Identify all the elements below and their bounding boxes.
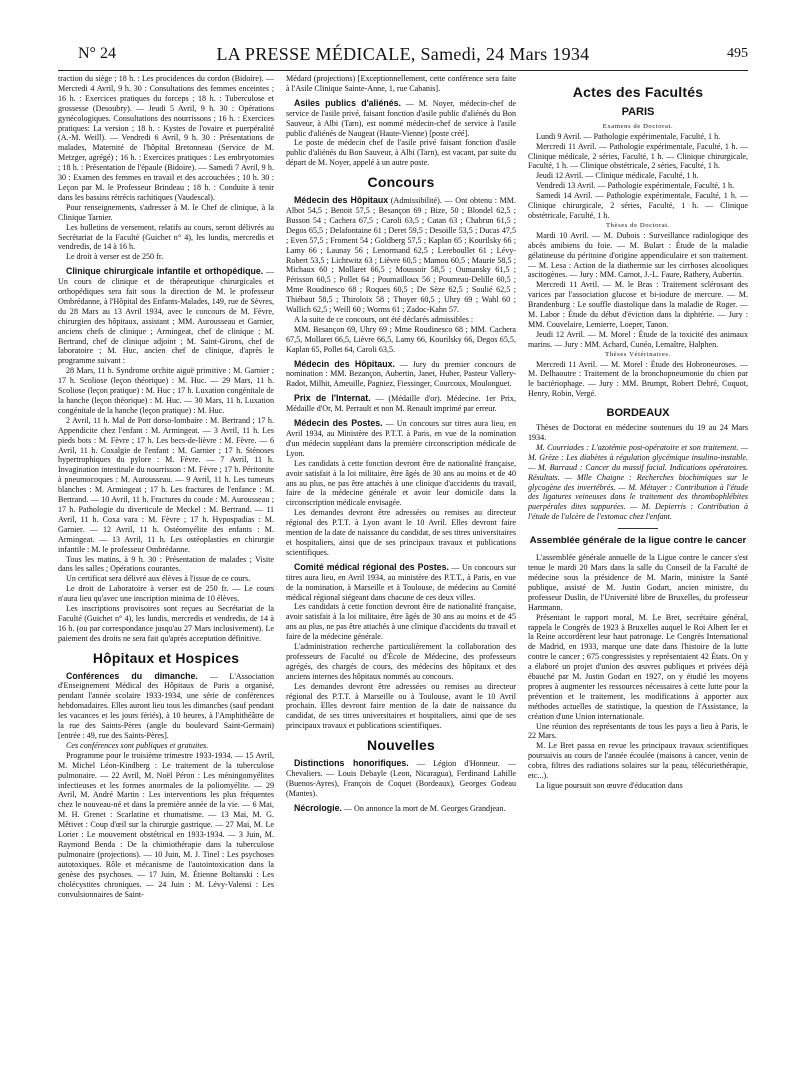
paragraph: M. Le Bret passa en revue les principaux travaux scientifiques poursuivis au cours de l'année écoulée (maisons à cancer, venin de cobra, filtres des radiations solaires sur la peau, télécuriethérapie, etc...).: [528, 741, 748, 781]
paragraph: Le droit à verser est de 250 fr.: [66, 252, 164, 262]
paragraph: Tous les matins, à 9 h. 30 : Présentation de malades ; Visite dans les salles ; Opérations courantes.: [58, 554, 274, 574]
section-paragraph: Nécrologie. — On annonce la mort de M. Georges Grandjean.: [294, 802, 506, 813]
section-title: Comité médical régional des Postes.: [294, 561, 449, 572]
section-paragraph: Médecin des Postes. — Un concours sur titres aura lieu, en Avril 1934, au Ministère des P.T.T. à Paris, en vue de la nomination d'un médecin suppléant dans la première circonscription médicale de Lyon.: [286, 418, 516, 458]
subsection-label: Examens de Doctorat.: [602, 122, 674, 130]
section-title: Prix de l'Internat.: [294, 393, 371, 404]
paragraph: L'assemblée générale annuelle de la Ligue contre le cancer s'est tenue le mardi 20 Mars dans la salle du Conseil de la Faculté de médecine sous la présidence de M. Marin, ministre la Santé publique, assisté de M. Justin Godart, ancien ministre, du professeur Duslin, de l'Université libre de Bruxelles, du professeur Hartmann.: [528, 553, 748, 612]
section-title: Médecin des Hôpitaux.: [294, 358, 395, 369]
section-heading: Nouvelles: [367, 737, 435, 754]
paragraph: Médard (projections) [Exceptionnellement, cette conférence sera faite à l'Asile Clinique Sainte-Anne, 1, rue Cabanis].: [286, 74, 516, 93]
city-heading: BORDEAUX: [606, 407, 670, 420]
subsection-label: Thèses de Doctorat.: [606, 221, 670, 229]
paragraph: L'administration recherche particulièrement la collaboration des professeurs de Faculté ou d'École de Médecine, des professeurs agrégés, des chargés de cours, des médecins des hôpitaux et des anciens internes des hôpitaux nommés au concours.: [286, 642, 516, 681]
paragraph: Mardi 10 Avril. — M. Dubois : Surveillance radiologique des abcès amibiens du foie. — M. Bulart : Étude de la maladie gélatineuse du péritoine d'origine appendiculaire et son traitement. — M. Lesa : Action de la diathermie sur les cirrhoses alcooliques ascitogènes. — Jury : MM. Carnot, J.-L. Faure, Rathery, Aubertin.: [528, 230, 748, 280]
paragraph: Les candidats à cette fonction devront être de nationalité française, avoir satisfait à la loi militaire, être âgés de 30 ans au moins et de 45 ans au plus, ne pas être attachés à une clinique d'accidents du travail et faire de la médecine générale.: [286, 602, 516, 642]
page-number: 495: [727, 46, 748, 61]
section-paragraph: Distinctions honorifiques. — Légion d'Honneur. — Chevaliers. — Louis Debayle (Leon, Nicaragua), Ferdinand Lahille (Buenos-Ayres), François de Coquet (Bordeaux), Georges Godeau (Mantes).: [286, 758, 517, 798]
paragraph: Vendredi 13 Avril. — Pathologie expérimentale, Faculté, 1 h.: [536, 181, 735, 191]
column-right: [528, 74, 748, 791]
paragraph: M. Courriades : L'azotémie post-opératoire et son traitement. — M. Grèze : Les diabètes à régulation glycémique insulino-instable. — M. Barraud : Cancer du massif facial. Indications opératoires. Résultats. — Mlle Chaigne : Recherches biochimiques sur le glycogène des invertébrés. — M. Métayer : Contribution à l'étude des ligatures veineuses dans le traitement des thrombophlébites puerpérales dites suppurées. — M. Depierris : Contribution à l'étude de l'ulcère de l'estomac chez l'enfant.: [528, 442, 748, 522]
page-header: [58, 44, 748, 71]
paragraph: Les bulletins de versement, relatifs au cours, seront délivrés au Secrétariat de la Faculté (Guichet n° 4), les lundis, mercredis et vendredis, de 14 à 16 h.: [58, 222, 274, 252]
paragraph: Jeudi 12 Avril. — M. Morel : Étude de la toxicité des animaux marins. — Jury : MM. Achard, Cunéo, Lemaître, Halphen.: [528, 329, 748, 349]
paragraph: La ligue poursuit son œuvre d'éducation dans: [536, 781, 683, 790]
paragraph: Le droit de Laboratoire à verser est de 250 fr. — Le cours n'aura lieu qu'avec une inscription minima de 10 élèves.: [58, 584, 274, 604]
section-heading: Concours: [367, 174, 435, 191]
section-paragraph: Médecin des Hôpitaux. — Jury du premier concours de nomination : MM. Bezançon, Aubertin, Janet, Huber, Pasteur Vallery-Radot, Milhit, Ameuille, Pagniez, Fiessinger, Courcoux, Moulonguet.: [286, 358, 516, 389]
section-heading: Actes des Facultés: [572, 84, 704, 100]
paragraph: Les demandes devront être adressées ou remises au directeur régional des P.T.T. à Lyon avant le 10 Avril. Elles devront faire mention de la date de naissance du candidat, de ses titres universitaires et hospitaliers, ainsi que de ses principaux travaux et publications scientifiques.: [286, 508, 516, 557]
paragraph: Mercredi 11 Avril. — Pathologie expérimentale, Faculté, 1 h. — Clinique médicale, 2 séries, Faculté, 1 h. — Clinique chirurgicale, Faculté, 1 h. — Clinique obstétricale, 2 séries, Faculté, 1 h.: [528, 141, 748, 171]
section-title: Clinique chirurgicale infantile et orthopédique.: [66, 266, 264, 277]
paragraph: Présentant le rapport moral, M. Le Bret, secrétaire général, rappela le Congrès de 1923 à Bruxelles auquel le Roi Albert Ier et la Reine accordèrent leur haut patronage. Le Congrès International de Madrid, en 1933, marque une date dans l'histoire de la lutte contre le cancer ; 675 congressistes y représentaient 42 États. On y a élaboré un projet d'union des œuvres publiques et privées déjà ébauché par M. Justin Godart en 1927, on y étudié les moyens propres à augmenter les ressources nécessaires à cette lutte pour la prévention et le traitement, les modifications à apporter aux méthodes actuelles de statistique, la question de l'Assistance, la création d'une Union internationale.: [528, 612, 748, 721]
issue-number: N° 24: [78, 45, 116, 62]
subsection-label: Thèses Vétérinaires.: [605, 350, 671, 358]
column-left: [58, 74, 274, 899]
paragraph: Les demandes devront être adressées ou remises au directeur régional des P.T.T. à Marseille ou à Toulouse, avant le 10 Avril prochain. Elles devront faire mention de la date de naissance du candidat, de ses titres universitaires et hospitaliers, ainsi que de ses principaux travaux et publications scientifiques.: [286, 681, 516, 731]
city-heading: PARIS: [621, 105, 655, 118]
paragraph: A la suite de ce concours, ont été déclarés admissibles :: [294, 314, 474, 324]
section-paragraph: Clinique chirurgicale infantile et orthopédique. — Un cours de clinique et de thérapeutique chirurgicales et orthopédiques sera fait sous la direction de M. le professeur Ombrédanne, à l'Hôpital des Enfants-Malades, 149, rue de Sèvres, du 28 Mars au 13 Avril 1934, avec le concours de M. Fèvre, chirurgien des hôpitaux, assistant ; MM. Aurousseau et Garnier, anciens chefs de clinique ; Armingeat, chef de clinique ; M. Bertrand, chef de clinique adjoint ; M. Saint-Girons, chef de laboratoire ; M. Huc, ancien chef de clinique, d'après le programme suivant :: [58, 266, 274, 366]
section-paragraph: Prix de l'Internat. — (Médaille d'or). Médecine. 1er Prix, Médaille d'Or, M. Perrault et non M. Renault imprimé par erreur.: [286, 393, 516, 414]
paragraph: Ces conférences sont publiques et gratuites.: [66, 740, 209, 750]
paragraph: Le poste de médecin chef de l'asile privé faisant fonction d'asile public d'aliénés du Bon Sauveur, à Albi (Tarn), est vacant, par suite du départ de M. Noyer, appelé à un autre poste.: [286, 138, 516, 168]
section-paragraph: Médecin des Hôpitaux (Admissibilité). — Ont obtenu : MM. Albot 54,5 ; Benoit 57,5 ; Besançon 69 ; Bize, 50 ; Blondel 62,5 ; Busson 54 ; Cachera 67,5 ; Caroli 63,5 ; Catan 63 ; Chabrun 61,5 ; Degos 65,5 ; Delafontaine 61 ; Deret 59,5 ; Desoille 53,5 ; Ducas 47,5 ; Even 57,5 ; Froment 54 ; Goldberg 57,5 ; Kaplan 65 ; Kourilsky 66 ; Lamy 66 ; Launay 56 ; Lenormand 62,5 ; Lereboullet 61 ; Lévy-Robert 53,5 ; Lichtwitz 63 ; Lièvre 60,5 ; Mamou 60,5 ; Maurie 58,5 ; Michaux 60 ; Mollaret 66,5 ; Moussoir 58,5 ; Oumansky 61,5 ; Périsson 60,5 ; Pollet 64 ; Poumailloux 56 ; Poumeau-Delille 60,5 ; Mme Roudinesco 68 ; Roques 60,5 ; De Sèze 62,5 ; Soulié 62,5 ; Thiébaut 58,5 ; Thiroloix 58 ; Thoyer 60,5 ; Uhry 69 ; Wahl 60 ; Wallich 62,5 ; Weill 60 ; Worms 61 ; Zadoc-Kahn 57.: [286, 195, 517, 315]
section-heading: Assemblée générale de la ligue contre le cancer: [529, 535, 747, 547]
paragraph: Thèses de Doctorat en médecine soutenues du 19 au 24 Mars 1934.: [528, 423, 748, 442]
paragraph: Une réunion des représentants de tous les pays a lieu à Paris, le 22 Mars.: [528, 721, 748, 741]
paragraph: 28 Mars, 11 h. Syndrome orchite aiguë primitive : M. Garnier ; 17 h. Scoliose (leçon théorique) : M. Huc. — 29 Mars, 11 h. Scoliose (leçon pratique) : M. Huc ; 17 h. Luxation congénitale de la hanche (leçon théorique) : M. Huc. — 30 Mars, 11 h. Luxation congénitale de la hanche (leçon pratique) : M. Huc.: [58, 366, 274, 415]
paragraph: 2 Avril, 11 h. Mal de Pott dorso-lombaire : M. Bertrand ; 17 h. Appendicite chez l'enfant : M. Armingeat. — 3 Avril, 11 h. Les pieds bots : M. Fèvre ; 17 h. Les becs-de-lièvre : M. Fèvre. — 6 Avril, 11 h. Coxalgie de l'enfant : M. Garnier ; 17 h. Sténoses hypertrophiques du pylore : M. Fèvre. — 7 Avril, 11 h. Invagination intestinale du nourrisson : M. Fèvre ; 17 h. Péritonite à pneumocoques : M. Aurousseau. — 9 Avril, 11 h. Les tumeurs blanches : M. Armingeat ; 17 h. Les fractures de l'enfance : M. Bertrand. — 10 Avril, 11 h. Fractures du coude : M. Aurousseau ; 17 h. Pathologie du diverticule de Meckel : M. Bertrand. — 11 Avril, 11 h. Coxa vara : M. Fèvre ; 17 h. Hypospadias : M. Garnier. — 12 Avril, 11 h. Ostéomyélite des enfants : M. Armingeat. — 13 Avril, 11 h. Les ostéoplasties en chirurgie infantile : M. le professeur Ombrédanne.: [58, 415, 274, 554]
paragraph: Jeudi 12 Avril. — Clinique médicale, Faculté, 1 h.: [536, 171, 699, 181]
paragraph: Pour renseignements, s'adresser à M. le Chef de clinique, à la Clinique Tarnier.: [58, 202, 274, 222]
paragraph: Les inscriptions provisoires sont reçues au Secrétariat de la Faculté (Guichet n° 4), les lundis, mercredis et vendredis, de 14 à 16 h. (ou par correspondance jusqu'au 27 Mars inclusivement). Le paiement des droits ne sera fait qu'après acceptation définitive.: [58, 604, 274, 643]
section-title: Distinctions honorifiques.: [294, 758, 409, 769]
separator-rule: [618, 528, 658, 529]
paragraph: MM. Besançon 69, Uhry 69 ; Mme Roudinesco 68 ; MM. Cachera 67,5, Mollaret 66,5, Lièvre 66,5, Lamy 66, Kourilsky 66, Degos 65,5, Kaplan 65, Pollet 64, Caroli 63,5.: [286, 324, 516, 354]
section-title: Conférences du dimanche.: [66, 670, 198, 681]
column-middle: [286, 74, 516, 814]
section-title: Nécrologie.: [294, 802, 342, 813]
paragraph: Mercredi 11 Avril. — M. Morel : Étude des Hobroneuroses. — M. Delhaoutre : Traitement de la bronchopneumonie du chien par le bactériophage. — Jury : MM. Brumpt, Robert Debré, Coquot, Henry, Robin, Vergé.: [528, 359, 748, 399]
section-title: Médecin des Postes.: [294, 418, 383, 429]
publication-title: LA PRESSE MÉDICALE, Samedi, 24 Mars 1934: [216, 44, 590, 64]
section-title: Médecin des Hôpitaux: [294, 195, 389, 206]
paragraph: Les candidats à cette fonction devront être de nationalité française, avoir satisfait à la loi militaire, être âgés de 30 ans au moins et de 40 ans au plus, ne pas être attachés à une clinique d'accidents du travail, faire de la médecine générale et avoir leur domicile dans la circonscription médicale envisagée.: [286, 458, 516, 508]
paragraph: traction du siège ; 18 h. : Les procidences du cordon (Bidoire). — Mercredi 4 Avril, 9 h. 30 : Consultations des femmes enceintes ; 16 h. : Exercices pratiques du forceps ; 18 h. : Tuberculose et grossesse (Desoubry). — Jeudi 5 Avril, 9 h. 30 : Opérations gynécologiques. Consultations des nourrissons ; 16 h. : Exercices pratiques: La version ; 18 h. : Kystes de l'ovaire et puerpéralité (A.-M. Weill). — Vendredi 6 Avril, 9 h. 30 : Présentations de malades, Maternité de l'hôpital Bretonneau (Service de M. Metzger, agrégé) ; 16 h. : Exercices pratiques : Les embryotomies ; 18 h. : Présentation de l'épaule (Bidoire). — Samedi 7 Avril, 9 h. 30 : Examen des femmes en travail et des accouchées ; 10 h. 30 : Leçon par M. le Professeur Brindeau ; 18 h. : Conduite à tenir dans les bassins rétrécis rachitiques (Vaudescal).: [58, 74, 274, 202]
paragraph: Samedi 14 Avril. — Pathologie expérimentale, Faculté, 1 h. — Clinique chirurgicale, 2 séries, Faculté, 1 h. — Clinique obstétricale, Faculté, 1 h.: [528, 191, 748, 220]
section-title: Asiles publics d'aliénés.: [294, 97, 401, 108]
section-paragraph: Asiles publics d'aliénés. — M. Noyer, médecin-chef de service de l'asile privé, faisant fonction d'asile public d'aliénés du Bon Sauveur, à Albi (Tarn), est nommé médecin-chef de service à l'asile public d'aliénés de Naugeat (Haute-Vienne) [poste créé].: [286, 97, 516, 138]
section-paragraph: Conférences du dimanche. — L'Association d'Enseignement Médical des Hôpitaux de Paris a organisé, pendant l'année scolaire 1933-1934, une série de conférences hebdomadaires. Elles auront lieu tous les dimanches (sauf pendant les vacances et les jours fériés), à 10 heures, à l'Amphithéâtre de la rue des Saints-Pères (angle du boulevard Saint-Germain) [entrée : 49, rue des Saints-Pères].: [58, 670, 275, 740]
paragraph: Programme pour le troisième trimestre 1933-1934. — 15 Avril, M. Michel Léon-Kindberg : Le traitement de la tuberculose pulmonaire. — 22 Avril, M. Noël Péron : Les méningomyélites infectieuses et les formes anormales de la poliomyélite. — 29 Avril, M. André Martin : Les interventions les plus fréquentes chez le nouveau-né et dans la première année de la vie. — 6 Mai, M. H. Grenet : Scarlatine et rhumatisme. — 13 Mai, M. G. Mêtivet : Coup d'œil sur la chirurgie gastrique. — 27 Mai, M. Le Lorier : Le mouvement obstétrical en 1933-1934. — 3 Juin, M. Raymond Benda : De la chimiothérapie dans la tuberculose pulmonaire (projections). — 10 Juin, M. J. Tinel : Les psychoses autotoxiques. Rôle et mécanisme de l'autointoxication dans la genèse des psychoses. — 17 Juin, M. Étienne Boltanski : Les cholécystites chroniques. — 24 Juin : M. Lévy-Valensi : Les convulsionnaires de Saint-: [58, 750, 274, 899]
paragraph: Lundi 9 Avril. — Pathologie expérimentale, Faculté, 1 h.: [536, 131, 721, 141]
paragraph: Mercredi 11 Avril. — M. le Bras : Traitement sclérosant des varices par l'association glucose et bi-iodure de mercure. — M. Brandenburg : Le souffle diastolique dans la maladie de Roger. — M. Labor : Étude du début d'éviction dans la diphtérie. — Jury : MM. Couvelaire, Lemierre, Loeper, Tanon.: [528, 280, 748, 329]
paragraph: Un certificat sera délivré aux élèves à l'issue de ce cours.: [66, 574, 251, 584]
section-paragraph: Comité médical régional des Postes. — Un concours sur titres aura lieu, en Avril 1934, au ministère des P.T.T., à Paris, en vue de la nomination, à Marseille et à Toulouse, de médecins au Comité médical régional siégeant dans chacune de ces deux villes.: [286, 561, 516, 602]
section-heading: Hôpitaux et Hospices: [92, 649, 240, 666]
